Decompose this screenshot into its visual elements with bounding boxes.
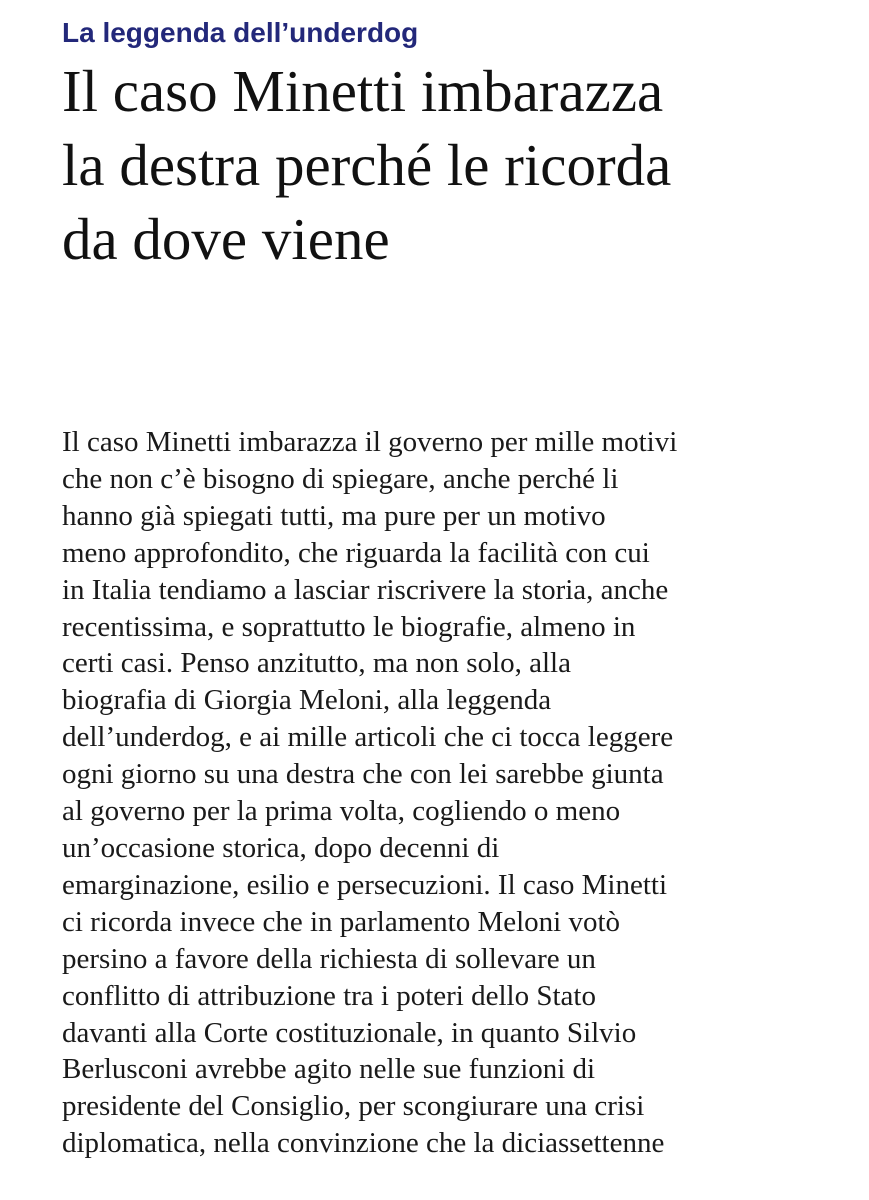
body-line: dell’underdog, e ai mille articoli che ci tocca leggere [62, 721, 674, 754]
body-line: che non c’è bisogno di spiegare, anche perché li [62, 462, 619, 495]
article-kicker: La leggenda dell’underdog [62, 17, 419, 48]
body-line: ci ricorda invece che in parlamento Meloni votò [62, 905, 621, 938]
body-line: hanno già spiegati tutti, ma pure per un motivo [62, 499, 606, 532]
body-line: ogni giorno su una destra che con lei sarebbe giunta [62, 758, 664, 791]
body-line: recentissima, e soprattutto le biografie, almeno in [62, 610, 636, 643]
body-line: biografia di Giorgia Meloni, alla leggenda [62, 684, 552, 717]
body-line: un’occasione storica, dopo decenni di [62, 831, 500, 864]
article-headline [62, 52, 842, 276]
headline-line: Il caso Minetti imbarazza [62, 58, 664, 124]
body-line: davanti alla Corte costituzionale, in quanto Silvio [62, 1016, 637, 1049]
body-line: al governo per la prima volta, cogliendo o meno [62, 795, 621, 828]
body-line: meno approfondito, che riguarda la facilità con cui [62, 536, 650, 569]
headline-line: da dove viene [62, 206, 390, 272]
headline-line: la destra perché le ricorda [62, 132, 672, 198]
body-line: Berlusconi avrebbe agito nelle sue funzioni di [62, 1053, 596, 1086]
body-line: Il caso Minetti imbarazza il governo per mille motivi [62, 426, 678, 458]
body-line: presidente del Consiglio, per scongiurare una crisi [62, 1090, 645, 1123]
body-line: in Italia tendiamo a lasciar riscrivere la storia, anche [62, 573, 669, 606]
body-line: emarginazione, esilio e persecuzioni. Il caso Minetti [62, 868, 668, 901]
article-header [62, 14, 842, 276]
article-body [62, 424, 842, 1162]
body-line: conflitto di attribuzione tra i poteri dello Stato [62, 979, 596, 1012]
body-line: persino a favore della richiesta di sollevare un [62, 942, 596, 975]
body-line: diplomatica, nella convinzione che la diciassettenne [62, 1127, 665, 1160]
body-line: certi casi. Penso anzitutto, ma non solo, alla [62, 647, 571, 680]
